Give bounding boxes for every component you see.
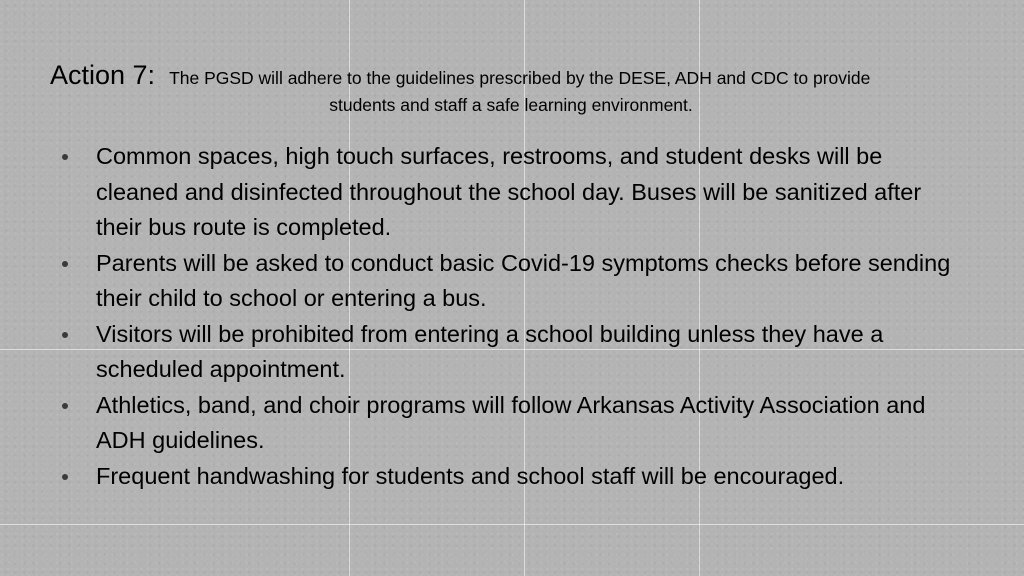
bullet-item — [58, 388, 968, 459]
background-grid-line — [0, 524, 1024, 525]
bullet-dot-icon — [62, 474, 68, 480]
bullet-dot-icon — [62, 154, 68, 160]
bullet-text: Frequent handwashing for students and school staff will be encouraged. — [96, 462, 845, 489]
bullet-dot-icon — [62, 332, 68, 338]
bullet-list — [58, 139, 968, 494]
bullet-dot-icon — [62, 403, 68, 409]
title-text: The PGSD will adhere to the guidelines prescribed by the DESE, ADH and CDC to provide — [169, 68, 871, 88]
bullet-dot-icon — [62, 261, 68, 267]
bullet-text: Athletics, band, and choir programs will follow Arkansas Activity Association and ADH guidelines. — [96, 391, 926, 453]
bullet-text: Common spaces, high touch surfaces, restrooms, and student desks will be cleaned and disinfected throughout the school day. Buses will be sanitized after their bus route is completed. — [96, 143, 922, 240]
bullet-item — [58, 317, 968, 388]
action-label: Action 7: — [50, 60, 156, 90]
slide-title — [50, 60, 990, 116]
bullet-text: Parents will be asked to conduct basic Covid-19 symptoms checks before sending their child to school or entering a bus. — [96, 249, 951, 311]
title-line — [50, 60, 990, 91]
bullet-text: Visitors will be prohibited from entering a school building unless they have a scheduled appointment. — [96, 320, 884, 382]
bullet-item — [58, 459, 968, 495]
bullet-item — [58, 139, 968, 246]
title-continuation: students and staff a safe learning environment. — [329, 95, 693, 115]
bullet-item — [58, 246, 968, 317]
